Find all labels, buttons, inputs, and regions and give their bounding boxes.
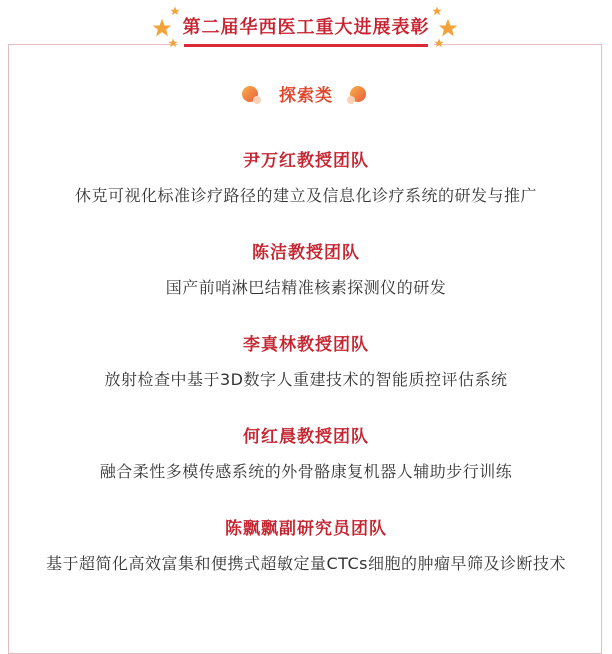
team-name: 尹万红教授团队 [243,151,369,171]
team-name: 李真林教授团队 [243,335,369,355]
star-icon [438,18,458,38]
project-title: 国产前哨淋巴结精准核素探测仪的研发 [165,278,447,297]
star-icon [168,38,178,48]
award-entry [0,425,612,487]
header-banner [178,8,434,48]
section-heading [0,82,612,110]
star-icon [434,38,444,48]
star-icon [432,6,442,16]
project-title: 休克可视化标准诊疗路径的建立及信息化诊疗系统的研发与推广 [74,186,537,205]
project-title: 基于超简化高效富集和便携式超敏定量CTCs细胞的肿瘤早筛及诊断技术 [45,554,567,573]
title-underline [184,44,428,47]
project-title: 放射检查中基于3D数字人重建技术的智能质控评估系统 [104,370,508,389]
award-entry [0,149,612,211]
project-title: 融合柔性多模传感系统的外骨骼康复机器人辅助步行训练 [99,462,513,481]
gradient-ball-icon [342,84,368,108]
team-name: 陈飘飘副研究员团队 [225,519,387,539]
award-entry [0,517,612,579]
page-title: 第二届华西医工重大进展表彰 [182,17,430,38]
award-entry [0,333,612,395]
star-icon [152,18,172,38]
team-name: 陈洁教授团队 [252,243,360,263]
star-icon [170,6,180,16]
team-name: 何红晨教授团队 [243,427,369,447]
section-label: 探索类 [279,86,333,106]
award-entry [0,241,612,303]
